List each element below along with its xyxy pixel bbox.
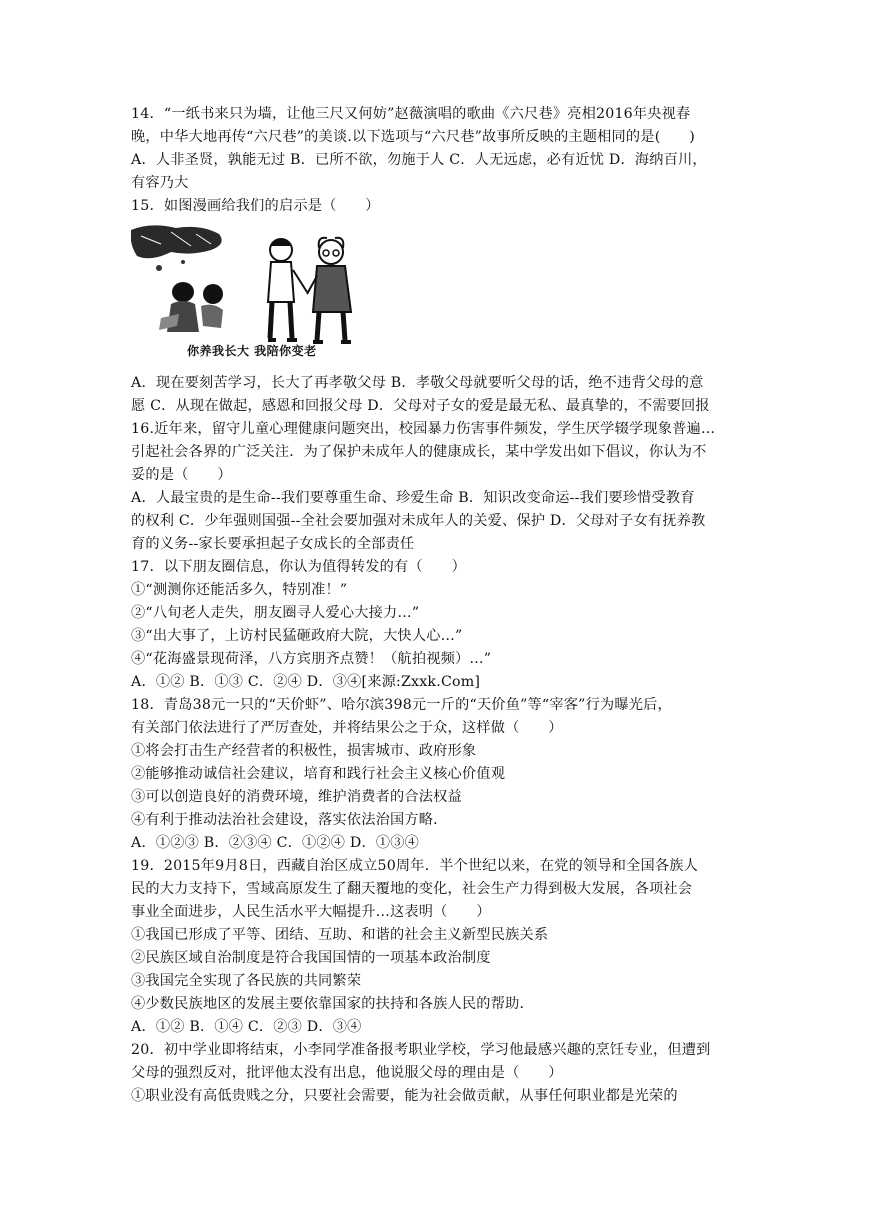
question-15 xyxy=(131,195,751,418)
question-16-options: A．人最宝贵的是生命--我们要尊重生命、珍爱生命 B．知识改变命运--我们要珍惜受教育 xyxy=(131,490,695,506)
question-16 xyxy=(131,418,751,556)
question-17-item-2: ②“八旬老人走失，朋友圈寻人爱心大接力…” xyxy=(131,605,420,621)
question-16-stem: 16.近年来，留守儿童心理健康问题突出，校园暴力伤害事件频发，学生厌学辍学现象普遍… xyxy=(131,421,716,437)
question-19-stem-cont: 民的大力支持下，雪域高原发生了翻天覆地的变化，社会生产力得到极大发展，各项社会 xyxy=(131,881,693,897)
cartoon-image xyxy=(131,222,379,364)
question-14-options-cont: 有容乃大 xyxy=(131,175,189,191)
question-20-stem: 20．初中学业即将结束，小李同学准备报考职业学校，学习他最感兴趣的烹饪专业，但遭到 xyxy=(131,1042,711,1058)
question-15-options-cont: 愿 C．从现在做起，感恩和回报父母 D．父母对子女的爱是最无私、最真挚的，不需要回报 xyxy=(131,398,710,414)
question-20-item-1: ①职业没有高低贵贱之分，只要社会需要，能为社会做贡献，从事任何职业都是光荣的 xyxy=(131,1088,678,1104)
question-19-item-1: ①我国已形成了平等、团结、互助、和谐的社会主义新型民族关系 xyxy=(131,927,549,943)
question-19-options: A．①② B．①④ C．②③ D．③④ xyxy=(131,1019,362,1035)
question-15-stem: 15．如图漫画给我们的启示是（ ） xyxy=(131,198,380,214)
question-18-stem-cont: 有关部门依法进行了严厉查处，并将结果公之于众，这样做（ ） xyxy=(131,720,563,736)
question-20-stem-cont: 父母的强烈反对，批评他太没有出息，他说服父母的理由是（ ） xyxy=(131,1065,563,1081)
question-16-stem-end: 妥的是（ ） xyxy=(131,467,232,483)
question-19 xyxy=(131,855,751,1039)
question-list xyxy=(131,103,751,1108)
question-18-options: A．①②③ B．②③④ C．①②④ D．①③④ xyxy=(131,835,420,851)
question-20 xyxy=(131,1039,751,1108)
question-14 xyxy=(131,103,751,195)
question-14-options: A．人非圣贤，孰能无过 B．已所不欲，勿施于人 C．人无远虑，必有近忧 D．海纳百川， xyxy=(131,152,707,168)
question-18 xyxy=(131,694,751,855)
question-17-options: A．①② B．①③ C．②④ D．③④[来源:Zxxk.Com] xyxy=(131,674,481,690)
question-14-stem: 14．“一纸书来只为墙，让他三尺又何妨”赵薇演唱的歌曲《六尺巷》亮相2016年央视春 xyxy=(131,106,691,122)
question-17-item-4: ④“花海盛景现荷泽，八方宾朋齐点赞！（航拍视频）…” xyxy=(131,651,492,667)
question-15-options: A．现在要刻苦学习，长大了再孝敬父母 B．孝敬父母就要听父母的话，绝不违背父母的意 xyxy=(131,375,704,391)
question-16-stem-cont: 引起社会各界的广泛关注．为了保护未成年人的健康成长，某中学发出如下倡议，你认为不 xyxy=(131,444,707,460)
question-19-item-4: ④少数民族地区的发展主要依靠国家的扶持和各族人民的帮助． xyxy=(131,996,534,1012)
question-18-stem: 18．青岛38元一只的“天价虾”、哈尔滨398元一斤的“天价鱼”等“宰客”行为曝光后， xyxy=(131,697,672,713)
question-17 xyxy=(131,556,751,694)
question-19-stem-end: 事业全面进步，人民生活水平大幅提升…这表明（ ） xyxy=(131,904,491,920)
question-19-stem: 19．2015年9月8日，西藏自治区成立50周年．半个世纪以来，在党的领导和全国各族人 xyxy=(131,858,699,874)
question-16-options-end: 育的义务--家长要承担起子女成长的全部责任 xyxy=(131,536,415,552)
question-18-item-1: ①将会打击生产经营者的积极性，损害城市、政府形象 xyxy=(131,743,477,759)
question-19-item-2: ②民族区域自治制度是符合我国国情的一项基本政治制度 xyxy=(131,950,491,966)
question-14-stem-cont: 晚，中华大地再传“六尺巷”的美谈.以下选项与“六尺巷”故事所反映的主题相同的是( ) xyxy=(131,129,695,145)
question-19-item-3: ③我国完全实现了各民族的共同繁荣 xyxy=(131,973,362,989)
question-16-options-cont: 的权利 C．少年强则国强--全社会要加强对未成年人的关爱、保护 D．父母对子女有抚养教 xyxy=(131,513,706,529)
question-18-item-2: ②能够推动诚信社会建议，培育和践行社会主义核心价值观 xyxy=(131,766,506,782)
question-18-item-4: ④有利于推动法治社会建设，落实依法治国方略． xyxy=(131,812,448,828)
question-17-item-1: ①“测测你还能活多久，特别准！” xyxy=(131,582,348,598)
cartoon-caption: 你养我长大 我陪你变老 xyxy=(187,344,317,358)
question-17-stem: 17．以下朋友圈信息，你认为值得转发的有（ ） xyxy=(131,559,466,575)
question-17-item-3: ③“出大事了，上访村民猛砸政府大院，大快人心…” xyxy=(131,628,463,644)
question-18-item-3: ③可以创造良好的消费环境，维护消费者的合法权益 xyxy=(131,789,462,805)
